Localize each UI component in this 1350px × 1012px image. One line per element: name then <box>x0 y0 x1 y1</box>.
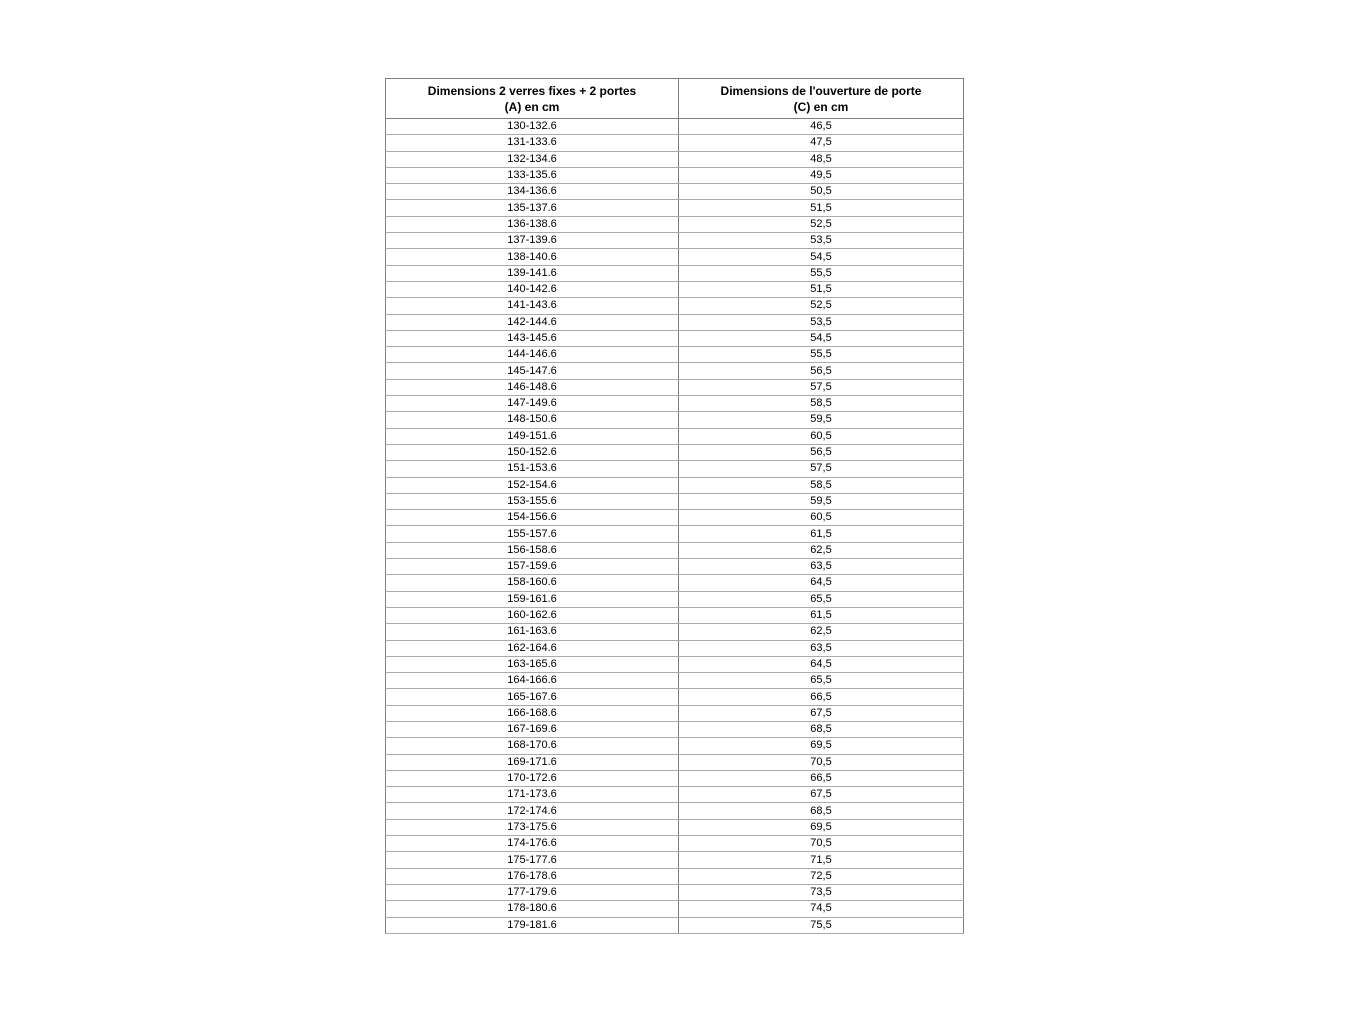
table-row <box>386 396 964 412</box>
table-row <box>386 363 964 379</box>
table-row <box>386 510 964 526</box>
table-row <box>386 412 964 428</box>
table-row <box>386 281 964 297</box>
dimension-a-cell: 139-141.6 <box>386 265 679 281</box>
dimension-a-cell: 174-176.6 <box>386 836 679 852</box>
dimensions-table <box>385 78 964 934</box>
dimension-a-cell: 131-133.6 <box>386 135 679 151</box>
header-row <box>386 79 964 119</box>
dimension-a-cell: 161-163.6 <box>386 624 679 640</box>
table-row <box>386 640 964 656</box>
table-row <box>386 249 964 265</box>
door-opening-cell: 63,5 <box>679 640 964 656</box>
table-row <box>386 884 964 900</box>
door-opening-cell: 75,5 <box>679 917 964 933</box>
column-header-c-line2: (C) en cm <box>793 99 849 114</box>
door-opening-cell: 74,5 <box>679 901 964 917</box>
table-row <box>386 901 964 917</box>
door-opening-cell: 58,5 <box>679 477 964 493</box>
door-opening-cell: 61,5 <box>679 607 964 623</box>
table-row <box>386 298 964 314</box>
door-opening-cell: 51,5 <box>679 200 964 216</box>
door-opening-cell: 72,5 <box>679 868 964 884</box>
table-row <box>386 673 964 689</box>
door-opening-cell: 68,5 <box>679 721 964 737</box>
table-row <box>386 151 964 167</box>
dimension-a-cell: 178-180.6 <box>386 901 679 917</box>
door-opening-cell: 61,5 <box>679 526 964 542</box>
table-row <box>386 477 964 493</box>
dimension-a-cell: 137-139.6 <box>386 233 679 249</box>
door-opening-cell: 57,5 <box>679 379 964 395</box>
column-header-a-line1: Dimensions 2 verres fixes + 2 portes <box>427 83 637 98</box>
door-opening-cell: 60,5 <box>679 510 964 526</box>
table-header <box>386 79 964 119</box>
table-row <box>386 656 964 672</box>
door-opening-cell: 54,5 <box>679 330 964 346</box>
door-opening-cell: 67,5 <box>679 787 964 803</box>
table-row <box>386 493 964 509</box>
door-opening-cell: 64,5 <box>679 656 964 672</box>
door-opening-cell: 50,5 <box>679 184 964 200</box>
table-row <box>386 135 964 151</box>
table-row <box>386 689 964 705</box>
door-opening-cell: 69,5 <box>679 819 964 835</box>
dimension-a-cell: 177-179.6 <box>386 884 679 900</box>
table-row <box>386 428 964 444</box>
column-header-dimensions-c <box>679 79 964 119</box>
dimension-a-cell: 134-136.6 <box>386 184 679 200</box>
door-opening-cell: 48,5 <box>679 151 964 167</box>
table-row <box>386 542 964 558</box>
table-row <box>386 347 964 363</box>
door-opening-cell: 70,5 <box>679 836 964 852</box>
dimension-a-cell: 152-154.6 <box>386 477 679 493</box>
table-row <box>386 119 964 135</box>
door-opening-cell: 58,5 <box>679 396 964 412</box>
table-row <box>386 314 964 330</box>
table-row <box>386 461 964 477</box>
dimension-a-cell: 132-134.6 <box>386 151 679 167</box>
column-header-a-line2: (A) en cm <box>504 99 560 114</box>
dimension-a-cell: 141-143.6 <box>386 298 679 314</box>
dimension-a-cell: 162-164.6 <box>386 640 679 656</box>
dimension-a-cell: 156-158.6 <box>386 542 679 558</box>
door-opening-cell: 62,5 <box>679 542 964 558</box>
table-row <box>386 575 964 591</box>
dimension-a-cell: 157-159.6 <box>386 559 679 575</box>
door-opening-cell: 59,5 <box>679 493 964 509</box>
door-opening-cell: 55,5 <box>679 347 964 363</box>
column-header-c-line1: Dimensions de l'ouverture de porte <box>720 83 922 98</box>
table-row <box>386 330 964 346</box>
dimension-a-cell: 151-153.6 <box>386 461 679 477</box>
dimension-a-cell: 169-171.6 <box>386 754 679 770</box>
table-row <box>386 852 964 868</box>
dimension-a-cell: 173-175.6 <box>386 819 679 835</box>
dimension-a-cell: 140-142.6 <box>386 281 679 297</box>
door-opening-cell: 56,5 <box>679 444 964 460</box>
dimension-a-cell: 167-169.6 <box>386 721 679 737</box>
table-row <box>386 200 964 216</box>
table-row <box>386 265 964 281</box>
dimension-a-cell: 172-174.6 <box>386 803 679 819</box>
dimension-a-cell: 144-146.6 <box>386 347 679 363</box>
dimension-a-cell: 149-151.6 <box>386 428 679 444</box>
table-row <box>386 559 964 575</box>
table-row <box>386 216 964 232</box>
door-opening-cell: 65,5 <box>679 591 964 607</box>
dimension-a-cell: 163-165.6 <box>386 656 679 672</box>
dimension-a-cell: 147-149.6 <box>386 396 679 412</box>
dimension-a-cell: 143-145.6 <box>386 330 679 346</box>
dimension-a-cell: 158-160.6 <box>386 575 679 591</box>
table-row <box>386 705 964 721</box>
door-opening-cell: 68,5 <box>679 803 964 819</box>
dimension-a-cell: 142-144.6 <box>386 314 679 330</box>
table-row <box>386 167 964 183</box>
door-opening-cell: 57,5 <box>679 461 964 477</box>
table-row <box>386 738 964 754</box>
dimension-a-cell: 145-147.6 <box>386 363 679 379</box>
door-opening-cell: 66,5 <box>679 770 964 786</box>
door-opening-cell: 67,5 <box>679 705 964 721</box>
door-opening-cell: 62,5 <box>679 624 964 640</box>
door-opening-cell: 53,5 <box>679 314 964 330</box>
dimension-a-cell: 135-137.6 <box>386 200 679 216</box>
table-body <box>386 119 964 934</box>
dimension-a-cell: 170-172.6 <box>386 770 679 786</box>
table-row <box>386 721 964 737</box>
door-opening-cell: 69,5 <box>679 738 964 754</box>
table-row <box>386 836 964 852</box>
dimension-a-cell: 154-156.6 <box>386 510 679 526</box>
dimension-a-cell: 130-132.6 <box>386 119 679 135</box>
table-row <box>386 624 964 640</box>
dimension-a-cell: 153-155.6 <box>386 493 679 509</box>
dimension-a-cell: 160-162.6 <box>386 607 679 623</box>
door-opening-cell: 51,5 <box>679 281 964 297</box>
table-row <box>386 803 964 819</box>
door-opening-cell: 70,5 <box>679 754 964 770</box>
door-opening-cell: 54,5 <box>679 249 964 265</box>
door-opening-cell: 64,5 <box>679 575 964 591</box>
door-opening-cell: 52,5 <box>679 216 964 232</box>
table-row <box>386 526 964 542</box>
dimension-a-cell: 168-170.6 <box>386 738 679 754</box>
dimension-a-cell: 179-181.6 <box>386 917 679 933</box>
door-opening-cell: 55,5 <box>679 265 964 281</box>
dimension-a-cell: 155-157.6 <box>386 526 679 542</box>
table-row <box>386 868 964 884</box>
door-opening-cell: 71,5 <box>679 852 964 868</box>
column-header-dimensions-a <box>386 79 679 119</box>
table-row <box>386 607 964 623</box>
door-opening-cell: 53,5 <box>679 233 964 249</box>
table-row <box>386 819 964 835</box>
table-row <box>386 184 964 200</box>
door-opening-cell: 52,5 <box>679 298 964 314</box>
door-opening-cell: 65,5 <box>679 673 964 689</box>
dimension-a-cell: 136-138.6 <box>386 216 679 232</box>
door-opening-cell: 49,5 <box>679 167 964 183</box>
dimension-a-cell: 164-166.6 <box>386 673 679 689</box>
dimension-a-cell: 165-167.6 <box>386 689 679 705</box>
door-opening-cell: 66,5 <box>679 689 964 705</box>
table-row <box>386 444 964 460</box>
door-opening-cell: 56,5 <box>679 363 964 379</box>
door-opening-cell: 73,5 <box>679 884 964 900</box>
door-opening-cell: 59,5 <box>679 412 964 428</box>
dimension-a-cell: 138-140.6 <box>386 249 679 265</box>
dimension-a-cell: 159-161.6 <box>386 591 679 607</box>
dimension-a-cell: 148-150.6 <box>386 412 679 428</box>
table-row <box>386 591 964 607</box>
dimension-a-cell: 175-177.6 <box>386 852 679 868</box>
door-opening-cell: 46,5 <box>679 119 964 135</box>
dimension-a-cell: 171-173.6 <box>386 787 679 803</box>
door-opening-cell: 60,5 <box>679 428 964 444</box>
table-row <box>386 787 964 803</box>
door-opening-cell: 47,5 <box>679 135 964 151</box>
dimension-a-cell: 176-178.6 <box>386 868 679 884</box>
dimension-a-cell: 150-152.6 <box>386 444 679 460</box>
table-row <box>386 233 964 249</box>
door-opening-cell: 63,5 <box>679 559 964 575</box>
table-row <box>386 770 964 786</box>
dimension-a-cell: 133-135.6 <box>386 167 679 183</box>
dimension-a-cell: 166-168.6 <box>386 705 679 721</box>
table-row <box>386 754 964 770</box>
dimension-a-cell: 146-148.6 <box>386 379 679 395</box>
table-row <box>386 379 964 395</box>
table-row <box>386 917 964 933</box>
